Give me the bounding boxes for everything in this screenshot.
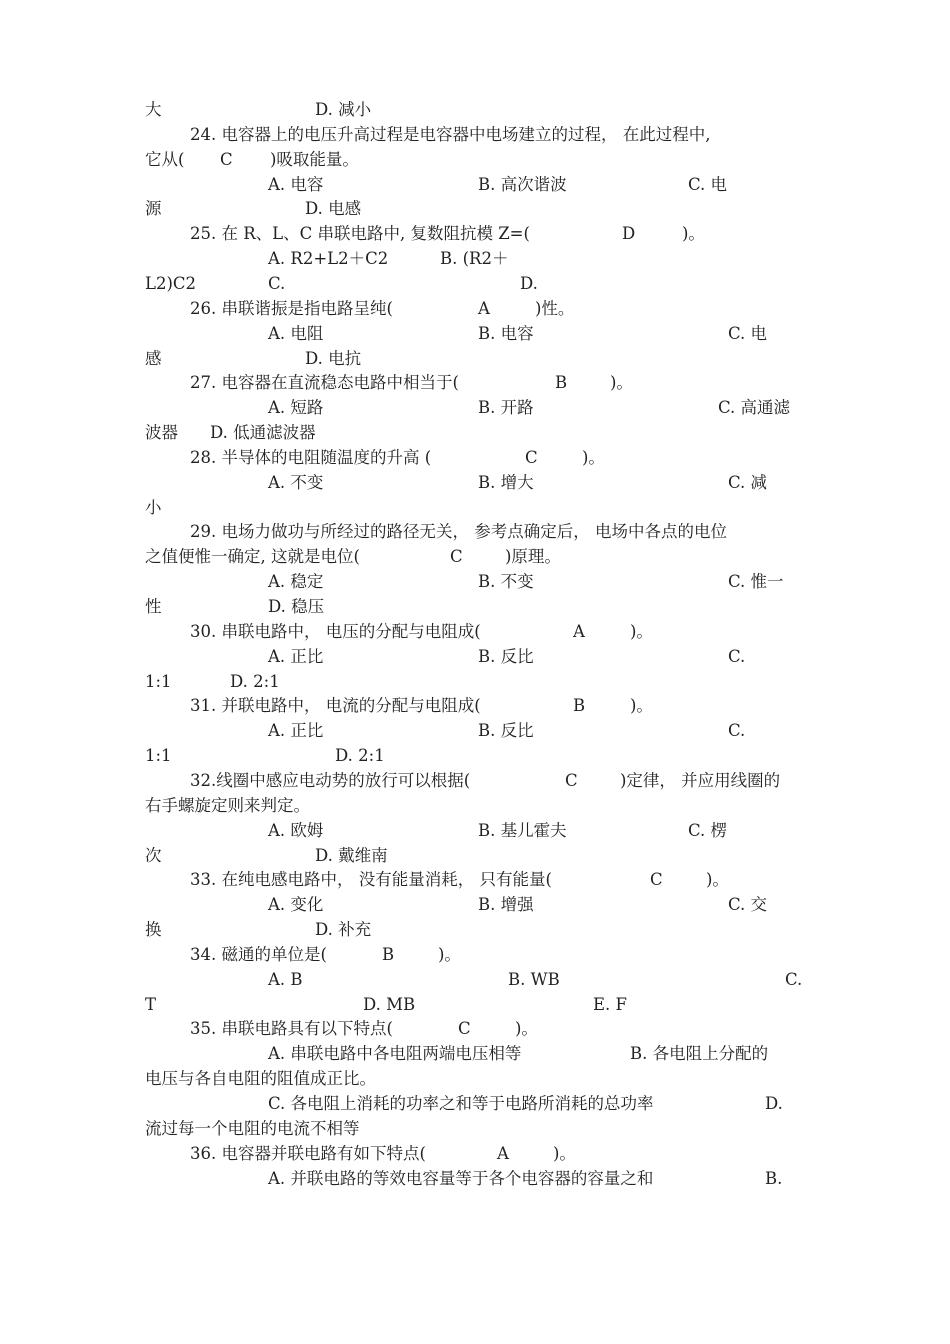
text-line-8-part-3: D. [520,273,538,293]
text-line-27-part-1: 1:1 [145,746,172,766]
text-line-9-part-3: )性。 [535,298,575,318]
text-line-12-part-1: 27. 电容器在直流稳态电路中相当于( [190,373,459,393]
text-line-35-part-2: B [382,944,395,964]
text-line-8-part-1: L2)C2 [145,273,197,293]
text-line-38-part-2: C [458,1019,471,1039]
text-line-33-part-1: A. 变化 [268,895,324,915]
text-line-19-part-2: C [450,547,463,567]
text-line-1-part-1: 大 [145,100,162,119]
text-line-15-part-1: 28. 半导体的电阻随温度的升高 ( [190,447,432,467]
text-line-40-part-1: 电压与各自电阻的阻值成正比。 [145,1069,376,1089]
text-line-26-part-1: A. 正比 [268,721,324,741]
text-line-34-part-2: D. 补充 [315,920,372,940]
text-line-11-part-2: D. 电抗 [305,348,362,368]
text-line-10-part-1: A. 电阻 [268,323,324,343]
text-line-28-part-3: )定律， 并应用线圈的 [620,770,781,790]
text-line-9-part-2: A [478,298,490,318]
text-line-43-part-2: A [497,1143,509,1163]
text-line-43-part-3: )。 [553,1143,576,1163]
text-line-17-part-1: 小 [145,497,162,517]
text-line-29-part-1: 右手螺旋定则来判定。 [145,795,310,815]
text-line-19-part-3: )原理。 [505,547,561,567]
text-line-13-part-1: A. 短路 [268,398,324,418]
text-line-22-part-1: 30. 串联电路中， 电压的分配与电阻成( [190,621,481,641]
text-line-20-part-1: A. 稳定 [268,572,324,592]
text-line-5-part-1: 源 [145,199,162,219]
text-line-43-part-1: 36. 电容器并联电路有如下特点( [190,1143,426,1163]
text-line-35-part-1: 34. 磁通的单位是( [190,944,327,964]
text-line-41-part-2: D. [765,1094,783,1113]
text-line-36-part-3: C. [785,969,803,989]
text-line-3-part-3: )吸取能量。 [270,149,359,169]
text-line-3-part-2: C [220,149,233,169]
text-line-25-part-3: )。 [630,696,653,716]
text-line-18-part-1: 29. 电场力做功与所经过的路径无关， 参考点确定后， 电场中各点的电位 [190,522,727,542]
text-line-20-part-3: C. 惟一 [728,572,784,592]
text-line-25-part-1: 31. 并联电路中， 电流的分配与电阻成( [190,696,481,716]
text-line-22-part-2: A [573,621,585,641]
text-line-14-part-2: D. 低通滤波器 [210,423,316,443]
text-line-32-part-3: )。 [706,870,729,890]
text-line-16-part-2: B. 增大 [478,472,534,492]
text-line-38-part-1: 35. 串联电路具有以下特点( [190,1019,393,1039]
text-line-6-part-1: 25. 在 R、L、C 串联电路中, 复数阻抗模 Z=( [190,224,530,244]
text-line-36-part-2: B. WB [508,969,560,989]
text-line-33-part-2: B. 增强 [478,895,534,915]
text-line-5-part-2: D. 电感 [305,199,362,219]
text-line-36-part-1: A. B [268,969,303,989]
text-line-41-part-1: C. 各电阻上消耗的功率之和等于电路所消耗的总功率 [268,1094,654,1113]
text-line-20-part-2: B. 不变 [478,572,534,592]
text-line-6-part-2: D [622,224,636,244]
text-line-15-part-3: )。 [582,447,605,467]
text-line-13-part-2: B. 开路 [478,398,534,418]
text-line-11-part-1: 感 [145,348,162,368]
text-line-32-part-1: 33. 在纯电感电路中， 没有能量消耗， 只有能量( [190,870,552,890]
text-line-25-part-2: B [573,696,586,716]
text-line-3-part-1: 它从( [145,149,185,169]
text-line-38-part-3: )。 [515,1019,538,1039]
text-line-6-part-3: )。 [682,224,705,244]
text-line-23-part-1: A. 正比 [268,646,324,666]
text-line-31-part-2: D. 戴维南 [315,845,388,865]
text-line-31-part-1: 次 [145,845,162,865]
text-line-8-part-2: C. [268,273,286,293]
text-line-16-part-3: C. 减 [728,472,768,492]
text-line-32-part-2: C [650,870,663,890]
text-line-37-part-2: D. MB [363,994,416,1014]
text-line-4-part-3: C. 电 [688,174,728,194]
text-line-16-part-1: A. 不变 [268,472,324,492]
text-line-10-part-2: B. 电容 [478,323,534,343]
text-line-26-part-3: C. [728,721,746,741]
text-line-30-part-3: C. 楞 [688,820,728,840]
text-line-14-part-1: 波器 [145,423,178,443]
text-line-23-part-2: B. 反比 [478,646,534,666]
text-line-24-part-1: 1:1 [145,671,172,691]
text-line-30-part-1: A. 欧姆 [268,820,324,840]
text-line-13-part-3: C. 高通滤 [718,398,791,418]
text-line-39-part-1: A. 串联电路中各电阻两端电压相等 [268,1044,522,1064]
text-line-24-part-2: D. 2:1 [230,671,280,691]
text-line-28-part-2: C [565,770,578,790]
text-line-12-part-2: B [555,373,568,393]
text-line-44-part-2: B. [765,1168,783,1188]
text-line-30-part-2: B. 基儿霍夫 [478,820,567,840]
text-line-7-part-1: A. R2+L2＋C2 [268,249,389,269]
text-line-44-part-1: A. 并联电路的等效电容量等于各个电容器的容量之和 [268,1168,654,1188]
text-line-35-part-3: )。 [438,944,461,964]
text-line-28-part-1: 32.线圈中感应电动势的放行可以根据( [190,770,471,790]
text-line-27-part-2: D. 2:1 [335,746,385,766]
text-line-7-part-2: B. (R2＋ [440,249,509,269]
text-line-23-part-3: C. [728,646,746,666]
text-line-34-part-1: 换 [145,920,162,940]
text-line-10-part-3: C. 电 [728,323,768,343]
text-line-21-part-1: 性 [145,597,162,616]
text-line-15-part-2: C [525,447,538,467]
text-line-4-part-2: B. 高次谐波 [478,174,567,194]
text-line-1-part-2: D. 减小 [315,100,372,119]
text-line-39-part-2: B. 各电阻上分配的 [630,1044,769,1064]
text-line-4-part-1: A. 电容 [268,174,324,194]
text-line-37-part-1: T [145,994,157,1014]
text-line-22-part-3: )。 [630,621,653,641]
text-line-12-part-3: )。 [610,373,633,393]
text-line-2-part-1: 24. 电容器上的电压升高过程是电容器中电场建立的过程， 在此过程中, [190,124,711,144]
text-line-37-part-3: E. F [593,994,627,1014]
text-line-9-part-1: 26. 串联谐振是指电路呈纯( [190,298,393,318]
text-line-21-part-2: D. 稳压 [268,597,325,616]
text-line-33-part-3: C. 交 [728,895,768,915]
text-line-26-part-2: B. 反比 [478,721,534,741]
text-line-42-part-1: 流过每一个电阻的电流不相等 [145,1118,360,1138]
text-line-19-part-1: 之值便惟一确定, 这就是电位( [145,547,360,567]
